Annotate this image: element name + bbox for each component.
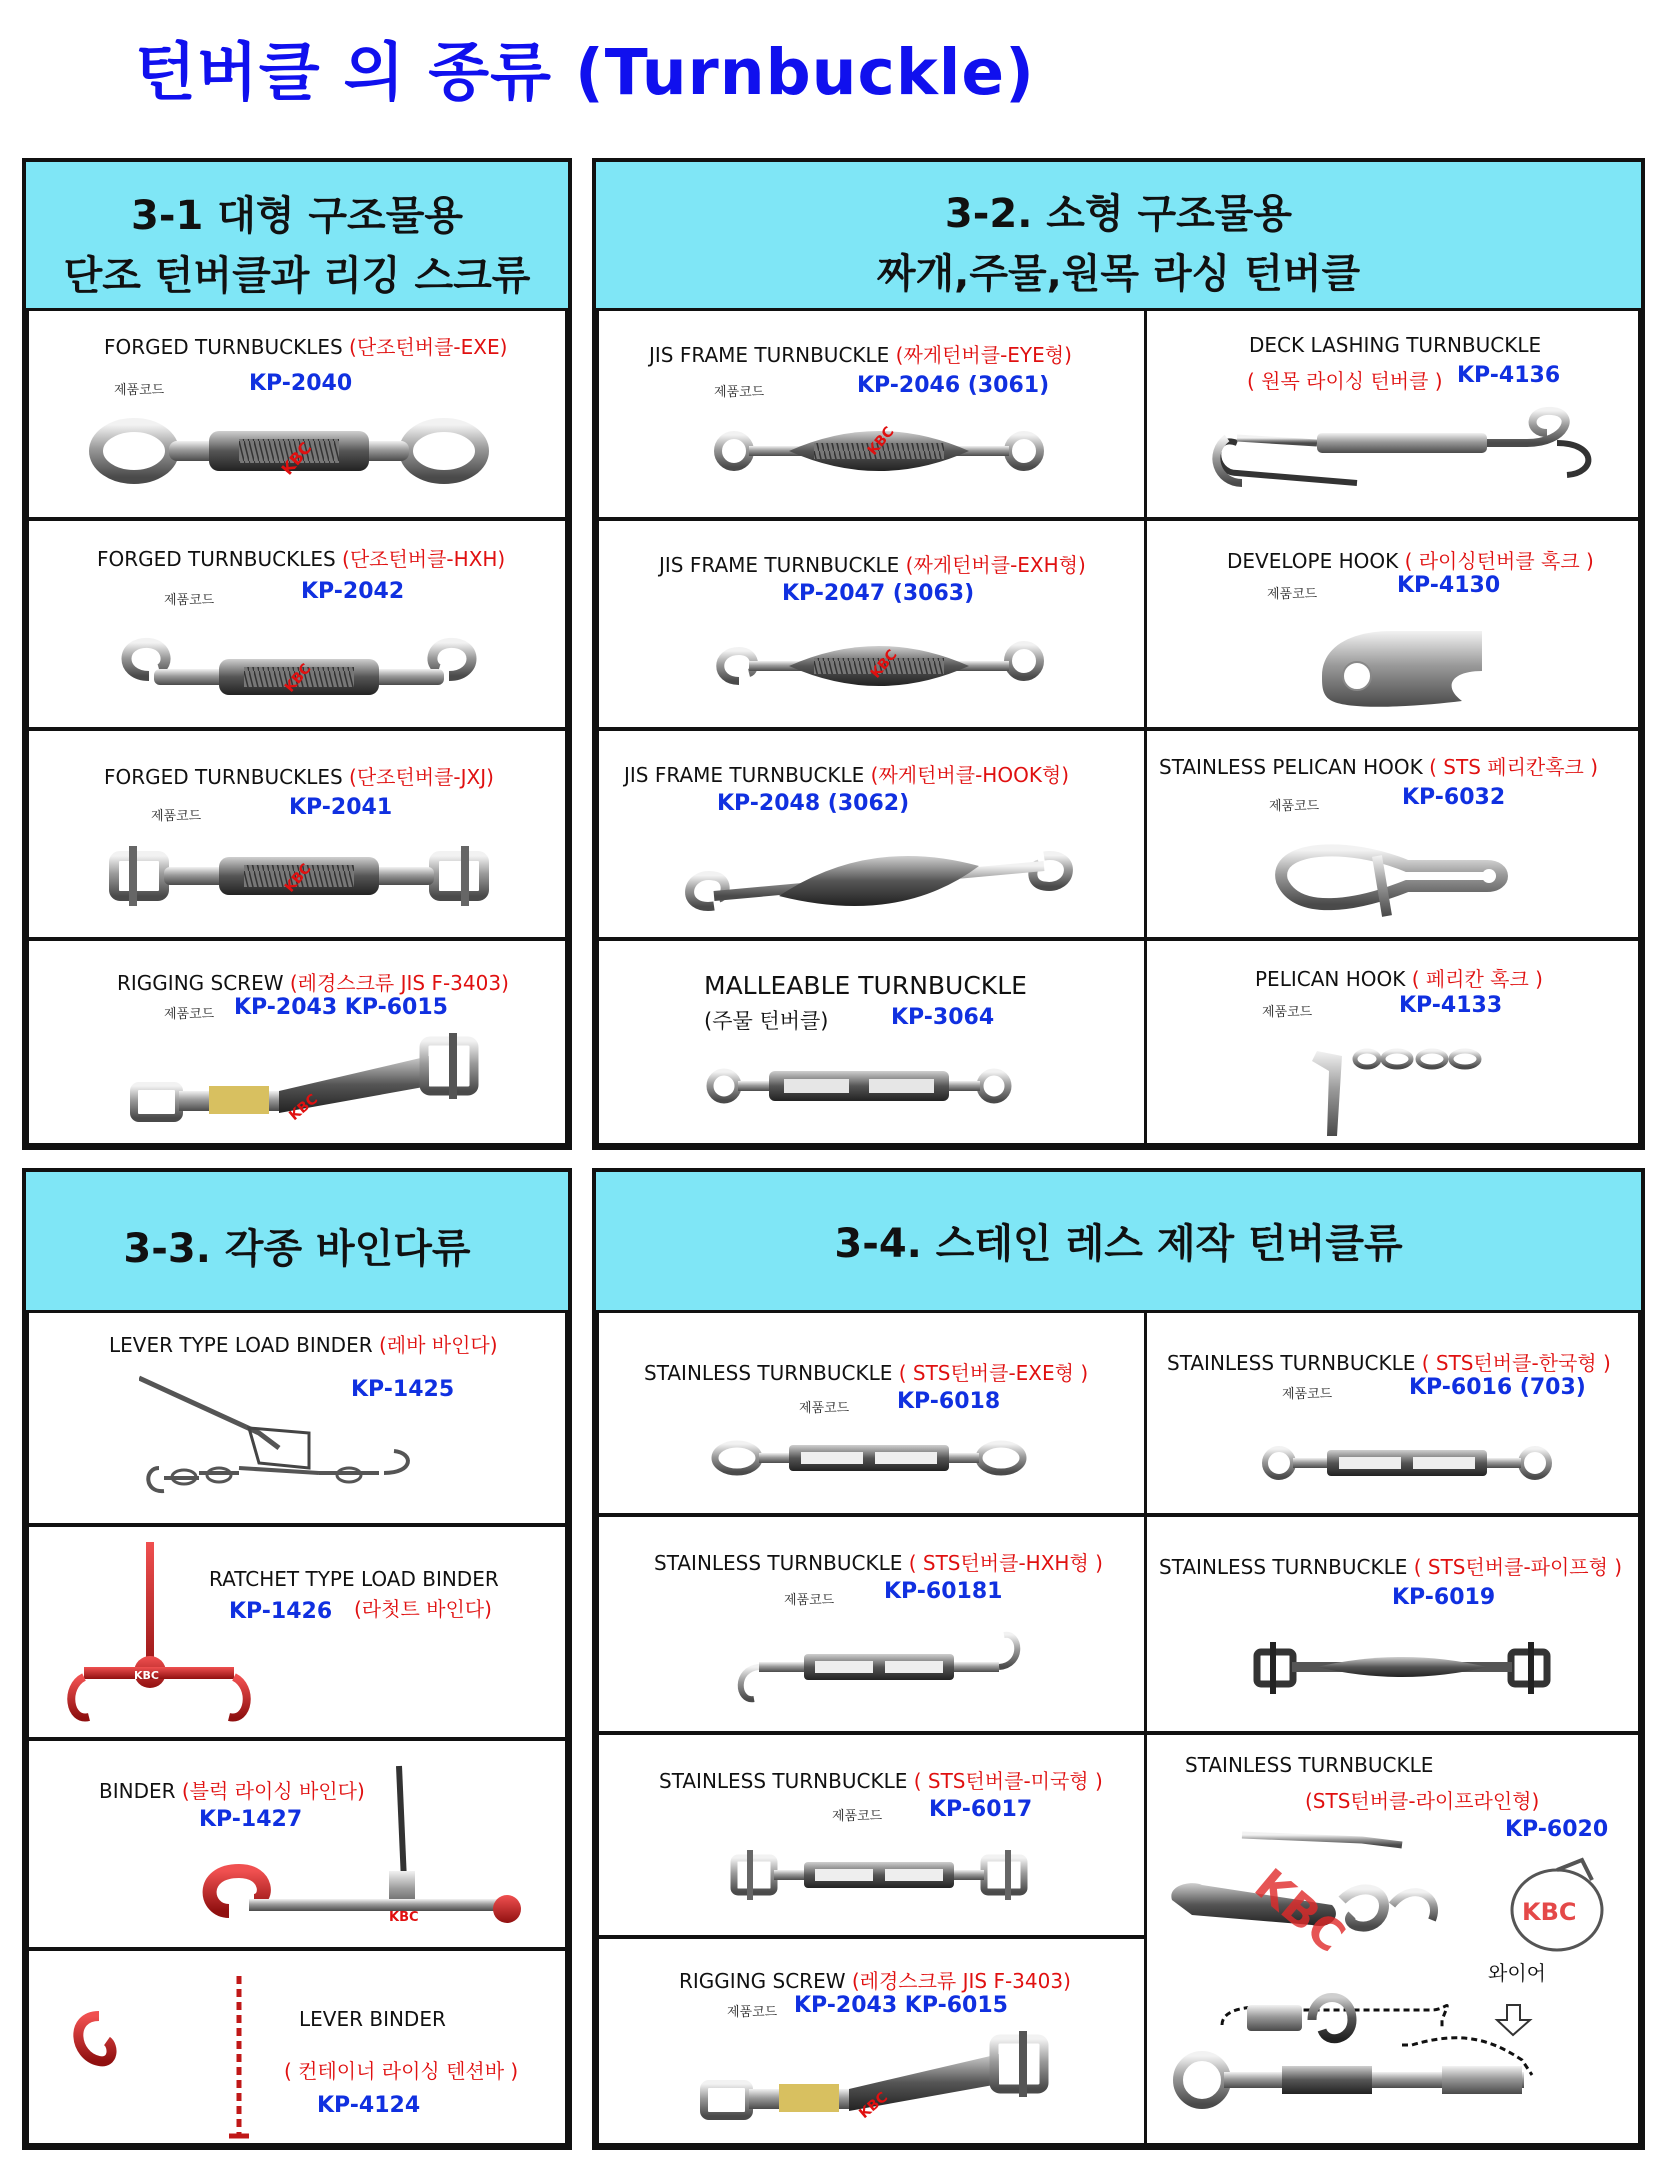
sts-turnbuckle-eye-image [709,1428,1029,1488]
product-code: KP-4130 [1397,573,1501,598]
section-3-1 [22,158,572,1150]
product-code: KP-1427 [199,1807,303,1832]
section-3-1-header [26,162,568,312]
product-code: KP-6017 [929,1797,1033,1822]
malleable-turnbuckle-image [704,1051,1014,1121]
product-name: LEVER BINDER [299,2007,446,2031]
product-name: LEVER TYPE LOAD BINDER [109,1333,379,1357]
stainless-pelican-hook-image [1257,821,1517,931]
product-korean-name: ( STS 페리칸혹크 ) [1429,755,1599,779]
product-code-label: 제품코드 [114,383,165,398]
product-card[interactable] [1144,518,1641,730]
section-3-4 [592,1168,1645,2150]
product-card[interactable] [1144,1514,1641,1734]
sts-turnbuckle-korean-image [1257,1433,1557,1493]
section-3-4-header [596,1172,1641,1314]
product-card[interactable] [26,1738,568,1950]
brand-logo: KBC [867,646,901,682]
brand-logo: KBC [389,1910,419,1925]
product-card[interactable] [596,518,1148,730]
section-3-3-header [26,1172,568,1314]
product-card[interactable] [26,518,568,730]
turnbuckle-eye-eye-image [89,401,489,501]
product-name: DECK LASHING TURNBUCKLE [1249,333,1542,357]
product-korean-name: (STS턴버클-라이프라인형) [1305,1789,1540,1813]
section-3-1-title-line2: 단조 턴버클과 리깅 스크류 [63,253,531,299]
product-code-label: 제품코드 [727,2005,778,2020]
product-code: KP-6019 [1392,1585,1496,1610]
product-code: KP-2046 (3061) [857,373,1050,398]
product-code: KP-3064 [891,1005,995,1030]
ratchet-load-binder-image [64,1537,264,1737]
frame-turnbuckle-hook-image [669,826,1089,936]
product-korean-name: ( 라이싱턴버클 혹크 ) [1404,549,1594,573]
product-card[interactable] [1144,728,1641,940]
product-name: PELICAN HOOK [1255,967,1412,991]
product-name: STAINLESS TURNBUCKLE [654,1551,909,1575]
product-name: STAINLESS TURNBUCKLE [1159,1555,1414,1579]
product-card[interactable] [1144,1310,1641,1516]
product-name: STAINLESS TURNBUCKLE [1167,1351,1422,1375]
frame-turnbuckle-eye-image [709,411,1049,491]
product-korean-name: (짜게턴버클-EXH형) [905,553,1086,577]
product-card[interactable] [26,1948,568,2146]
product-name: RIGGING SCREW [117,971,290,995]
container-tension-bar-image [59,1956,259,2146]
product-code: KP-2043 KP-6015 [234,995,448,1020]
product-code: KP-2048 (3062) [717,791,910,816]
product-card[interactable] [596,728,1148,940]
product-korean-name: ( 컨테이너 라이싱 텐션바 ) [284,2059,519,2083]
product-code-label: 제품코드 [1262,1005,1313,1020]
product-code-label: 제품코드 [151,809,202,824]
product-code: KP-6020 [1505,1817,1609,1842]
rigging-screw-image [129,1031,489,1141]
product-card[interactable] [596,1514,1148,1734]
product-card[interactable] [1144,308,1641,520]
product-card[interactable] [26,308,568,520]
section-3-2 [592,158,1645,1150]
product-card[interactable] [1144,1732,1641,2146]
product-code: KP-4136 [1457,363,1561,388]
lever-load-binder-image [139,1373,439,1503]
section-3-3-title: 3-3. 각종 바인다류 [123,1226,471,1272]
brand-logo: KBC [1244,1859,1355,1963]
turnbuckle-hook-hook-image [109,631,489,711]
product-code-label: 제품코드 [799,1401,850,1416]
product-code: KP-4124 [317,2093,421,2118]
page-title: 턴버클 의 종류 (Turnbuckle) [135,36,1035,109]
brand-logo: KBC [856,2089,891,2123]
brand-logo: KBC [864,423,898,459]
product-name: STAINLESS TURNBUCKLE [1185,1753,1434,1777]
product-korean-name: (레경스크류 JIS F-3403) [289,971,509,995]
product-card[interactable] [26,938,568,1146]
wire-label: 와이어 [1488,1961,1546,1985]
product-card[interactable] [1144,938,1641,1146]
product-code: KP-1425 [351,1377,455,1402]
product-card[interactable] [596,1310,1148,1516]
section-3-4-title: 3-4. 스테인 레스 제작 턴버클류 [834,1221,1403,1267]
product-name: JIS FRAME TURNBUCKLE [624,763,871,787]
product-code-label: 제품코드 [1282,1387,1333,1402]
turnbuckle-jaw-jaw-image [109,831,489,921]
product-korean-name: (레경스크류 JIS F-3403) [851,1969,1071,1993]
sts-lifeline-turnbuckle-image [1162,1820,1632,2140]
product-name: RIGGING SCREW [679,1969,852,1993]
product-name: JIS FRAME TURNBUCKLE [659,553,906,577]
product-name: RATCHET TYPE LOAD BINDER [209,1567,499,1591]
brand-logo: KBC [277,438,316,479]
product-korean-name: (레바 바인다) [378,1333,498,1357]
product-code-label: 제품코드 [1267,587,1318,602]
product-code-label: 제품코드 [164,593,215,608]
section-3-1-title-line1: 3-1 대형 구조물용 [131,193,463,239]
product-card[interactable] [596,308,1148,520]
brand-logo: KBC [1522,1898,1577,1926]
product-korean-name: ( STS턴버클-미국형 ) [913,1769,1103,1793]
product-code: KP-6018 [897,1389,1001,1414]
product-card[interactable] [26,1524,568,1740]
section-3-2-title-line2: 짜개,주물,원목 라싱 턴버클 [876,251,1361,297]
product-card[interactable] [596,1936,1148,2146]
sts-turnbuckle-pipe-image [1252,1632,1552,1702]
product-name: FORGED TURNBUCKLES [104,765,350,789]
brand-logo: KBC [281,660,315,696]
product-korean-name: (단조턴버클-JXJ) [349,765,494,789]
product-code-label: 제품코드 [1269,799,1320,814]
product-code-label: 제품코드 [784,1593,835,1608]
block-lashing-binder-image [199,1761,539,1941]
product-card[interactable] [596,938,1148,1146]
product-code: KP-6032 [1402,785,1506,810]
brand-logo: KBC [134,1669,159,1682]
product-korean-name: (짜게턴버클-HOOK형) [870,763,1070,787]
section-3-2-header [596,162,1641,312]
product-code: KP-60181 [884,1579,1003,1604]
pelican-hook-image [1297,1031,1497,1141]
section-3-2-title-line1: 3-2. 소형 구조물용 [944,191,1293,237]
product-korean-name: (라첫트 바인다) [354,1597,492,1621]
frame-turnbuckle-eye-hook-image [709,621,1049,711]
product-korean-name: (짜게턴버클-EYE형) [895,343,1072,367]
product-name: STAINLESS PELICAN HOOK [1159,755,1430,779]
product-code: KP-2047 (3063) [782,581,975,606]
product-name: STAINLESS TURNBUCKLE [644,1361,899,1385]
product-code: KP-6016 (703) [1409,1375,1586,1400]
product-name: STAINLESS TURNBUCKLE [659,1769,914,1793]
product-korean-name: ( 원목 라이싱 턴버클 ) [1247,369,1443,393]
product-code-label: 제품코드 [832,1809,883,1824]
product-korean-name: ( STS턴버클-파이프형 ) [1413,1555,1623,1579]
product-name: JIS FRAME TURNBUCKLE [649,343,896,367]
product-name: DEVELOPE HOOK [1227,549,1405,573]
product-korean-name: (단조턴버클-HXH) [342,547,506,571]
product-code-label: 제품코드 [714,385,765,400]
product-code: KP-2043 KP-6015 [794,1993,1008,2018]
product-code: KP-4133 [1399,993,1503,1018]
product-korean-name: ( 페리칸 혹크 ) [1411,967,1543,991]
product-code: KP-2042 [301,579,405,604]
brand-logo: KBC [281,860,315,896]
product-korean-name: ( STS턴버클-한국형 ) [1421,1351,1611,1375]
product-code-label: 제품코드 [164,1007,215,1022]
product-name: MALLEABLE TURNBUCKLE [704,971,1027,1000]
deck-lashing-turnbuckle-image [1207,403,1607,503]
product-card[interactable] [26,1310,568,1526]
product-name: FORGED TURNBUCKLES [104,335,350,359]
product-korean-name: ( STS턴버클-HXH형 ) [908,1551,1103,1575]
product-korean-name: ( STS턴버클-EXE형 ) [898,1361,1089,1385]
product-code: KP-2040 [249,371,353,396]
product-code: KP-2041 [289,795,393,820]
product-korean-name: (블럭 라이싱 바인다) [181,1779,365,1803]
sts-turnbuckle-jaw-image [729,1840,1029,1910]
product-name: FORGED TURNBUCKLES [97,547,343,571]
develope-hook-image [1312,616,1492,716]
brand-logo: KBC [286,1091,321,1125]
rigging-screw-image [699,2029,1059,2139]
sts-turnbuckle-hook-image [729,1627,1029,1707]
product-card[interactable] [596,1732,1148,1938]
product-code: KP-1426 [229,1599,333,1624]
product-korean-name: (단조턴버클-EXE) [349,335,508,359]
section-3-3 [22,1168,572,2150]
product-card[interactable] [26,728,568,940]
product-korean-name: (주물 턴버클) [704,1009,829,1033]
product-name: BINDER [99,1779,182,1803]
